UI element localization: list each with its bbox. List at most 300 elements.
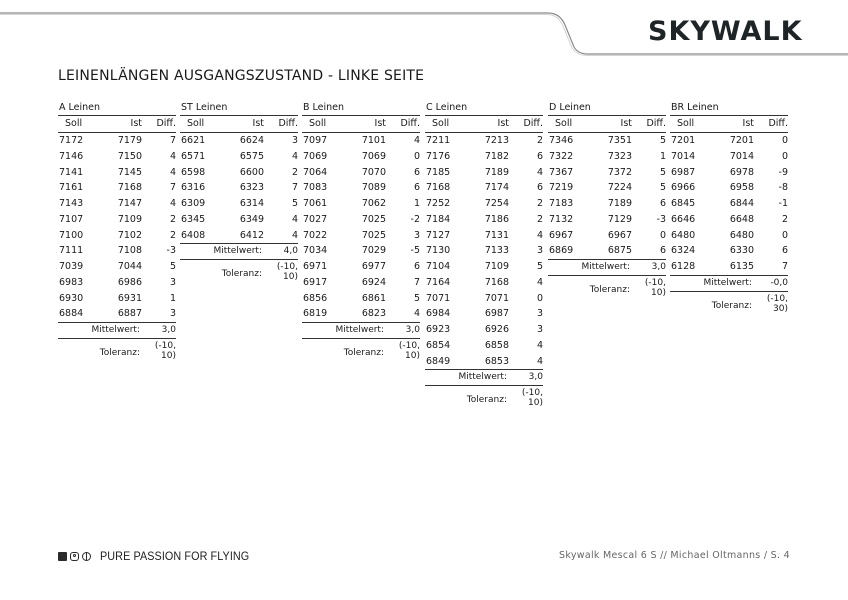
mean-label: Mittelwert: [91, 325, 140, 335]
group-name: D Leinen [549, 102, 591, 113]
ist-value: 7071 [484, 292, 509, 304]
ist-value: 7101 [361, 135, 386, 146]
tolerance-value: (-10, 10) [398, 341, 420, 361]
ist-value: 6349 [239, 213, 264, 225]
mean-value: 3,0 [161, 325, 176, 335]
table-row [180, 212, 298, 228]
col-ist: Ist [252, 118, 264, 129]
diff-value: -3 [656, 213, 666, 225]
table-row [425, 259, 543, 275]
diff-value: -2 [410, 213, 420, 225]
ist-value: 6480 [729, 229, 754, 241]
diff-value: 4 [291, 150, 298, 162]
table-row [670, 149, 788, 165]
ist-value: 7070 [361, 166, 386, 178]
soll-value: 6930 [59, 292, 84, 304]
tolerance-label: Toleranz: [99, 348, 140, 358]
soll-value: 6854 [426, 339, 451, 351]
col-diff: Diff. [768, 118, 788, 129]
ist-value: 7150 [117, 150, 142, 162]
ist-value: 7174 [484, 182, 509, 194]
diff-value: 7 [169, 182, 176, 194]
diff-value: 2 [781, 213, 788, 225]
diff-value: 1 [659, 150, 666, 162]
diff-value: 4 [413, 135, 420, 146]
soll-value: 7107 [59, 213, 84, 225]
table-row [302, 149, 420, 165]
table-row [302, 259, 420, 275]
soll-value: 7183 [549, 198, 574, 209]
group-stats [425, 370, 543, 416]
mean-row [548, 260, 666, 276]
col-soll: Soll [65, 118, 83, 129]
table-row [58, 243, 176, 259]
soll-value: 6869 [549, 245, 574, 257]
soll-value: 7367 [549, 166, 574, 178]
diff-value: 4 [536, 276, 543, 288]
ist-value: 6575 [239, 150, 264, 162]
diff-value: 6 [536, 182, 543, 194]
diff-value: 4 [536, 355, 543, 367]
table-row [548, 196, 666, 212]
table-row [58, 180, 176, 196]
table-row [58, 133, 176, 149]
diff-value: 6 [413, 182, 420, 194]
diff-value: 7 [169, 135, 176, 146]
table-row [425, 291, 543, 307]
col-soll: Soll [555, 118, 573, 129]
soll-value: 7176 [426, 150, 451, 162]
ist-value: 6858 [484, 339, 509, 351]
soll-value: 6849 [426, 355, 451, 367]
mean-value: -0,0 [770, 277, 788, 288]
table-row [58, 306, 176, 323]
tolerance-label: Toleranz: [589, 285, 630, 295]
soll-value: 7071 [426, 292, 451, 304]
col-diff: Diff. [156, 118, 176, 129]
group-name: BR Leinen [671, 102, 719, 113]
soll-value: 7146 [59, 150, 84, 162]
ist-value: 6330 [729, 245, 754, 257]
ist-value: 6978 [729, 166, 754, 178]
ist-value: 7102 [117, 229, 142, 241]
table-row [670, 133, 788, 149]
ist-value: 7029 [361, 245, 386, 257]
table-row [425, 212, 543, 228]
soll-value: 7034 [303, 245, 328, 257]
ist-value: 6412 [239, 229, 264, 241]
diff-value: 4 [536, 166, 543, 178]
table-header [548, 115, 666, 133]
ist-value: 7025 [361, 229, 386, 241]
soll-value: 6971 [303, 261, 328, 272]
col-ist: Ist [374, 118, 386, 129]
table-row [425, 196, 543, 212]
diff-value: 1 [169, 292, 176, 304]
ist-value: 7044 [117, 261, 142, 272]
soll-value: 6845 [671, 198, 696, 209]
diff-value: 5 [413, 292, 420, 304]
diff-value: 3 [291, 135, 298, 146]
group-stats [670, 276, 788, 322]
diff-value: 0 [781, 229, 788, 241]
tolerance-row [180, 260, 298, 290]
soll-value: 7184 [426, 213, 451, 225]
table-row [548, 133, 666, 149]
ist-value: 7323 [607, 150, 632, 162]
table-row [180, 180, 298, 196]
soll-value: 6345 [181, 213, 206, 225]
tolerance-label: Toleranz: [711, 300, 752, 311]
tolerance-value: (-10, 10) [521, 388, 543, 409]
ist-value: 7069 [361, 150, 386, 162]
table-row [425, 338, 543, 354]
ist-value: 6986 [117, 276, 142, 288]
mean-label: Mittelwert: [335, 325, 384, 335]
soll-value: 7104 [426, 261, 451, 272]
soll-value: 7100 [59, 229, 84, 241]
table-row [548, 180, 666, 196]
diff-value: 7 [291, 182, 298, 194]
tolerance-row [58, 339, 176, 369]
diff-value: 6 [781, 245, 788, 257]
soll-value: 6987 [671, 166, 696, 178]
soll-value: 6598 [181, 166, 206, 178]
ist-value: 6926 [484, 324, 509, 335]
diff-value: 0 [781, 135, 788, 146]
diff-value: 3 [536, 324, 543, 335]
ist-value: 7133 [484, 245, 509, 257]
mean-label: Mittelwert: [581, 262, 630, 272]
line-group-0 [58, 101, 176, 369]
col-soll: Soll [309, 118, 327, 129]
table-row [302, 180, 420, 196]
diff-value: 6 [413, 166, 420, 178]
ist-value: 7025 [361, 213, 386, 225]
table-row [302, 196, 420, 212]
tolerance-label: Toleranz: [343, 348, 384, 358]
table-row [425, 354, 543, 371]
footer-slogan: PURE PASSION FOR FLYING [100, 549, 250, 563]
table-row [425, 243, 543, 259]
table-row [302, 275, 420, 291]
table-row [180, 196, 298, 212]
soll-value: 7143 [59, 198, 84, 209]
soll-value: 6819 [303, 308, 328, 320]
tolerance-value: (-10, 30) [766, 293, 788, 314]
col-ist: Ist [497, 118, 509, 129]
ist-value: 6924 [361, 276, 386, 288]
mean-value: 4,0 [283, 246, 298, 257]
ist-value: 6323 [239, 182, 264, 194]
ist-value: 7189 [484, 166, 509, 178]
table-row [58, 275, 176, 291]
tolerance-row [302, 339, 420, 369]
diff-value: 7 [413, 276, 420, 288]
ist-value: 7182 [484, 150, 509, 162]
soll-value: 6983 [59, 276, 84, 288]
soll-value: 6324 [671, 245, 696, 257]
col-diff: Diff. [646, 118, 666, 129]
ist-value: 7189 [607, 198, 632, 209]
table-row [302, 243, 420, 259]
table-row [58, 196, 176, 212]
tolerance-row [548, 276, 666, 306]
table-row [548, 228, 666, 244]
ist-value: 6987 [484, 308, 509, 320]
soll-value: 6884 [59, 308, 84, 320]
table-row [180, 133, 298, 149]
soll-value: 6408 [181, 229, 206, 241]
soll-value: 7027 [303, 213, 328, 225]
tolerance-value: (-10, 10) [154, 341, 176, 361]
soll-value: 7061 [303, 198, 328, 209]
diff-value: 2 [536, 135, 543, 146]
mean-row [302, 323, 420, 339]
line-group-1 [180, 101, 298, 290]
mean-row [670, 276, 788, 292]
group-name: ST Leinen [181, 102, 228, 113]
soll-value: 6621 [181, 135, 206, 146]
table-row [58, 149, 176, 165]
ist-value: 6967 [607, 229, 632, 241]
table-row [302, 165, 420, 181]
group-stats [302, 323, 420, 369]
table-row [58, 228, 176, 244]
soll-value: 6571 [181, 150, 206, 162]
ist-value: 6931 [117, 292, 142, 304]
soll-value: 7127 [426, 229, 451, 241]
table-row [425, 165, 543, 181]
diff-value: 5 [659, 166, 666, 178]
soll-value: 7172 [59, 135, 84, 146]
soll-value: 6917 [303, 276, 328, 288]
col-soll: Soll [187, 118, 205, 129]
ist-value: 7254 [484, 198, 509, 209]
page-title: LEINENLÄNGEN AUSGANGSZUSTAND - LINKE SEITE [58, 68, 425, 84]
diff-value: 5 [536, 261, 543, 272]
mean-value: 3,0 [405, 325, 420, 335]
soll-value: 6480 [671, 229, 696, 241]
col-diff: Diff. [523, 118, 543, 129]
diff-value: 4 [536, 229, 543, 241]
col-ist: Ist [620, 118, 632, 129]
web-icon [82, 552, 91, 561]
table-header [180, 115, 298, 133]
ist-value: 6135 [729, 261, 754, 272]
mean-label: Mittelwert: [703, 277, 752, 288]
table-row [548, 243, 666, 260]
ist-value: 6600 [239, 166, 264, 178]
table-row [548, 165, 666, 181]
diff-value: 4 [291, 213, 298, 225]
table-header [670, 115, 788, 133]
soll-value: 6984 [426, 308, 451, 320]
soll-value: 7161 [59, 182, 84, 194]
soll-value: 7201 [671, 135, 696, 146]
soll-value: 7097 [303, 135, 328, 146]
table-row [548, 149, 666, 165]
ist-value: 7108 [117, 245, 142, 257]
soll-value: 6128 [671, 261, 696, 272]
group-name: A Leinen [59, 102, 101, 113]
table-row [58, 212, 176, 228]
soll-value: 7211 [426, 135, 451, 146]
mean-row [58, 323, 176, 339]
tolerance-value: (-10, 10) [276, 262, 298, 283]
diff-value: 1 [413, 198, 420, 209]
table-row [58, 165, 176, 181]
diff-value: 6 [536, 150, 543, 162]
diff-value: 0 [413, 150, 420, 162]
ist-value: 7224 [607, 182, 632, 194]
table-row [180, 149, 298, 165]
diff-value: 0 [781, 150, 788, 162]
diff-value: 0 [659, 229, 666, 241]
diff-value: -3 [166, 245, 176, 257]
soll-value: 7141 [59, 166, 84, 178]
mean-label: Mittelwert: [458, 372, 507, 383]
col-soll: Soll [677, 118, 695, 129]
table-header [58, 115, 176, 133]
ist-value: 6314 [239, 198, 264, 209]
diff-value: -5 [410, 245, 420, 257]
mean-row [425, 370, 543, 386]
soll-value: 7039 [59, 261, 84, 272]
diff-value: 5 [169, 261, 176, 272]
ist-value: 7372 [607, 166, 632, 178]
ist-value: 7129 [607, 213, 632, 225]
table-row [425, 322, 543, 338]
footer-left [58, 549, 266, 563]
soll-value: 7164 [426, 276, 451, 288]
ist-value: 6875 [607, 245, 632, 257]
soll-value: 6967 [549, 229, 574, 241]
soll-value: 7132 [549, 213, 574, 225]
ist-value: 6887 [117, 308, 142, 320]
table-row [425, 306, 543, 322]
table-row [302, 291, 420, 307]
ist-value: 6648 [729, 213, 754, 225]
diff-value: 4 [291, 229, 298, 241]
diff-value: 5 [659, 135, 666, 146]
tolerance-label: Toleranz: [466, 395, 507, 406]
table-row [670, 165, 788, 181]
ist-value: 7062 [361, 198, 386, 209]
ist-value: 7147 [117, 198, 142, 209]
diff-value: 3 [413, 229, 420, 241]
diff-value: 4 [169, 150, 176, 162]
col-ist: Ist [130, 118, 142, 129]
table-row [425, 149, 543, 165]
ist-value: 7014 [729, 150, 754, 162]
ist-value: 7213 [484, 135, 509, 146]
table-row [302, 133, 420, 149]
diff-value: 5 [659, 182, 666, 194]
soll-value: 7185 [426, 166, 451, 178]
diff-value: 4 [169, 198, 176, 209]
diff-value: 4 [536, 339, 543, 351]
soll-value: 7168 [426, 182, 451, 194]
table-header [425, 115, 543, 133]
diff-value: 6 [659, 245, 666, 257]
diff-value: 2 [169, 213, 176, 225]
table-row [425, 275, 543, 291]
table-row [670, 196, 788, 212]
mean-row [180, 244, 298, 260]
soll-value: 7083 [303, 182, 328, 194]
ist-value: 6861 [361, 292, 386, 304]
ist-value: 6853 [484, 355, 509, 367]
diff-value: -9 [778, 166, 788, 178]
diff-value: 5 [291, 198, 298, 209]
diff-value: 6 [659, 198, 666, 209]
col-ist: Ist [742, 118, 754, 129]
tolerance-row [425, 386, 543, 416]
table-row [425, 228, 543, 244]
ist-value: 7131 [484, 229, 509, 241]
line-group-2 [302, 101, 420, 369]
ist-value: 7351 [607, 135, 632, 146]
table-row [670, 212, 788, 228]
table-row [548, 212, 666, 228]
ist-value: 7145 [117, 166, 142, 178]
diff-value: 3 [169, 308, 176, 320]
diff-value: 2 [291, 166, 298, 178]
table-row [670, 243, 788, 259]
diff-value: 3 [536, 245, 543, 257]
diff-value: 3 [169, 276, 176, 288]
diff-value: 4 [169, 166, 176, 178]
tolerance-label: Toleranz: [221, 269, 262, 280]
mean-value: 3,0 [528, 372, 543, 383]
diff-value: 7 [781, 261, 788, 272]
diff-value: -1 [778, 198, 788, 209]
ist-value: 7168 [484, 276, 509, 288]
table-row [180, 228, 298, 245]
ist-value: 7109 [484, 261, 509, 272]
ist-value: 7168 [117, 182, 142, 194]
diff-value: -8 [778, 182, 788, 194]
soll-value: 6646 [671, 213, 696, 225]
ist-value: 6823 [361, 308, 386, 320]
tolerance-value: (-10, 10) [644, 278, 666, 298]
diff-value: 4 [413, 308, 420, 320]
soll-value: 7069 [303, 150, 328, 162]
soll-value: 7064 [303, 166, 328, 178]
soll-value: 7322 [549, 150, 574, 162]
ist-value: 6844 [729, 198, 754, 209]
table-row [302, 306, 420, 323]
table-row [302, 228, 420, 244]
group-stats [548, 260, 666, 306]
diff-value: 2 [536, 198, 543, 209]
soll-value: 7022 [303, 229, 328, 241]
diff-value: 2 [536, 213, 543, 225]
ist-value: 7201 [729, 135, 754, 146]
brand-logo: SKYWALK [648, 16, 803, 47]
soll-value: 7219 [549, 182, 574, 194]
ist-value: 6624 [239, 135, 264, 146]
ist-value: 6977 [361, 261, 386, 272]
facebook-icon [58, 552, 67, 561]
soll-value: 6966 [671, 182, 696, 194]
soll-value: 7111 [59, 245, 84, 257]
group-name: B Leinen [303, 102, 345, 113]
table-row [425, 180, 543, 196]
soll-value: 7014 [671, 150, 696, 162]
ist-value: 6958 [729, 182, 754, 194]
